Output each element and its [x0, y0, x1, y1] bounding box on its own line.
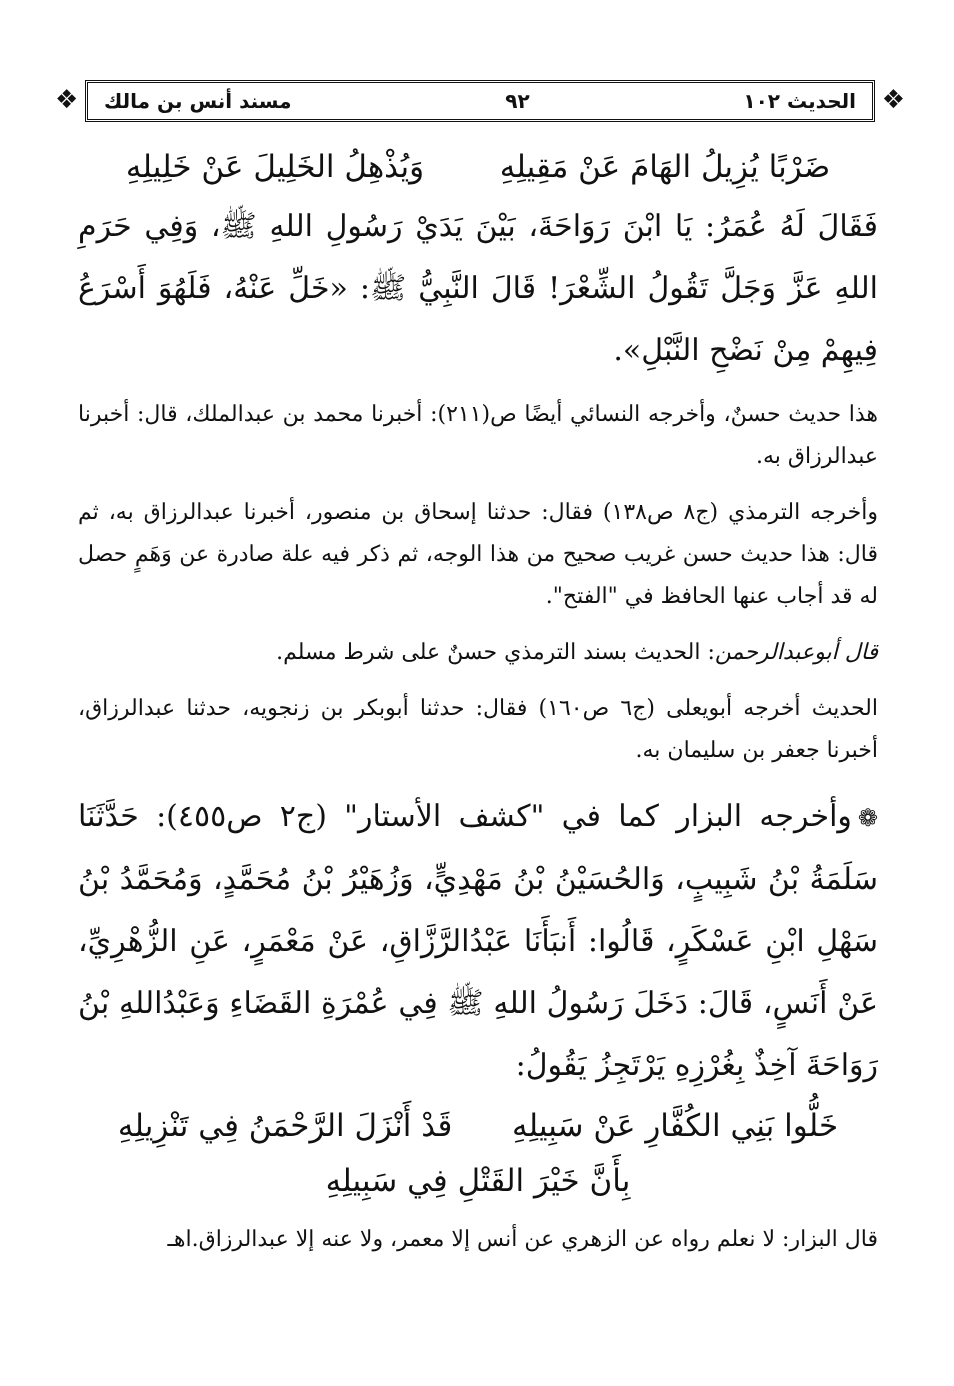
commentary-note-5: قال البزار: لا نعلم رواه عن الزهري عن أنس إلا معمر، ولا عنه إلا عبدالرزاق.اهـ — [167, 1227, 878, 1252]
commentary-note-3 — [78, 632, 878, 674]
verse-line-3: بِأَنَّ خَيْرَ القَتْلِ فِي سَبِيلِهِ — [325, 1163, 631, 1199]
verse-2-right-hemistich: خَلُّوا بَنِي الكُفَّارِ عَنْ سَبِيلِهِ — [511, 1108, 839, 1144]
verse-1-left-hemistich: وَيُذْهِلُ الخَلِيلَ عَنْ خَلِيلِهِ — [125, 149, 425, 185]
commentary-note-3-text: : الحديث بسند الترمذي حسنٌ على شرط مسلم. — [276, 640, 715, 665]
page-content — [78, 138, 878, 1275]
author-signature: قال أبوعبدالرحمن — [714, 640, 878, 665]
flower-ornament-icon: ❁ — [857, 804, 879, 832]
commentary-note-4: الحديث أخرجه أبويعلى (ج٦ ص١٦٠) فقال: حدثنا أبوبكر بن زنجويه، حدثنا عبدالرزاق، أخبرنا جعفر بن سليمان به. — [78, 696, 878, 763]
verse-line-1 — [78, 138, 878, 196]
verse-2-left-hemistich: قَدْ أَنْزَلَ الرَّحْمَنُ فِي تَنْزِيلِهِ — [117, 1108, 453, 1144]
book-title: مسند أنس بن مالك — [104, 89, 292, 113]
hadith-text-2 — [78, 786, 878, 1097]
page-number: ٩٢ — [505, 89, 530, 113]
hadith-text-2-body: وأخرجه البزار كما في "كشف الأستار" (ج٢ ص٤٥٥): حَدَّثَنَا سَلَمَةُ بْنُ شَبِيبٍ، وَالحُسَيْنُ بْنُ مَهْدِيٍّ، وَزُهَيْرُ بْنُ مُحَمَّدٍ، وَمُحَمَّدُ بْنُ سَهْلِ ابْنِ عَسْكَرٍ، قَالُوا: أَنبَأَنَا عَبْدُالرَّزَّاقِ، عَنْ مَعْمَرٍ، عَنِ الزُّهْرِيِّ، عَنْ أَنَسٍ، قَالَ: دَخَلَ رَسُولُ اللهِ ﷺ فِي عُمْرَةِ القَضَاءِ وَعَبْدُاللهِ بْنُ رَوَاحَةَ آخِذٌ بِغُرْزِهِ يَرْتَجِزُ يَقُولُ: — [78, 799, 878, 1083]
header-frame — [85, 80, 875, 122]
verse-1-right-hemistich: ضَرْبًا يُزِيلُ الهَامَ عَنْ مَقِيلِهِ — [499, 149, 831, 185]
hadith-text-1: فَقَالَ لَهُ عُمَرُ: يَا ابْنَ رَوَاحَةَ، بَيْنَ يَدَيْ رَسُولِ اللهِ ﷺ، وَفِي حَرَمِ اللهِ عَزَّ وَجَلَّ تَقُولُ الشِّعْرَ! قَالَ النَّبِيُّ ﷺ: «خَلِّ عَنْهُ، فَلَهُوَ أَسْرَعُ فِيهِمْ مِنْ نَضْحِ النَّبْلِ». — [78, 209, 878, 368]
ornament-left-icon: ❖ — [55, 85, 79, 115]
verse-line-2 — [78, 1097, 878, 1155]
commentary-note-1: هذا حديث حسنٌ، وأخرجه النسائي أيضًا ص(٢١١): أخبرنا محمد بن عبدالملك، قال: أخبرنا عبدالرزاق به. — [78, 402, 878, 469]
ornament-right-icon: ❖ — [881, 85, 905, 115]
hadith-number: الحديث ١٠٢ — [743, 89, 856, 113]
commentary-note-2: وأخرجه الترمذي (ج٨ ص١٣٨) فقال: حدثنا إسحاق بن منصور، أخبرنا عبدالرزاق به، ثم قال: هذا حديث حسن غريب صحيح من هذا الوجه، ثم ذكر فيه علة صادرة عن وَهَمٍ حصل له قد أجاب عنها الحافظ في "الفتح". — [78, 500, 879, 609]
page-header — [55, 80, 905, 122]
